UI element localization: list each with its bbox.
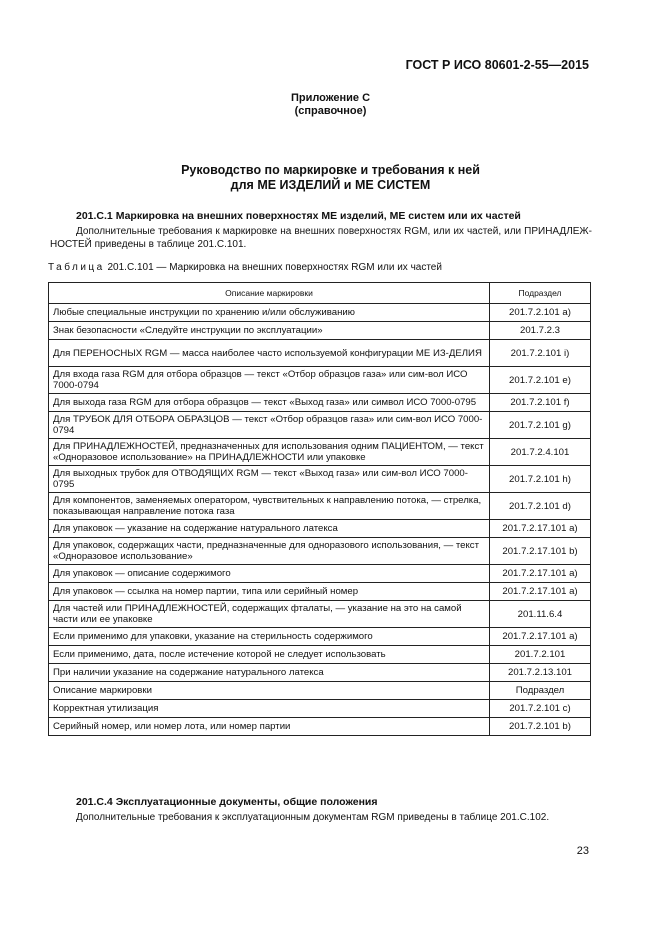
title-line-1: Руководство по маркировке и требования к ней — [181, 163, 480, 177]
table-row — [49, 322, 591, 340]
col-header-subsection: Подраздел — [490, 283, 591, 304]
page-title — [0, 163, 661, 193]
table-header-row — [49, 283, 591, 304]
marking-description: Для упаковок — указание на содержание натурального латекса — [49, 520, 490, 538]
subsection-ref: 201.7.2.101 b) — [490, 718, 591, 736]
subsection-ref: 201.7.2.13.101 — [490, 664, 591, 682]
subsection-ref: 201.7.2.17.101 a) — [490, 583, 591, 601]
subsection-ref: 201.7.2.17.101 a) — [490, 520, 591, 538]
table-row — [49, 583, 591, 601]
marking-description: Корректная утилизация — [49, 700, 490, 718]
table-row — [49, 340, 591, 367]
table-caption-prefix: Таблица — [48, 262, 105, 273]
subsection-ref: 201.7.2.101 i) — [490, 340, 591, 367]
table-row — [49, 493, 591, 520]
marking-description: Для упаковок — описание содержимого — [49, 565, 490, 583]
subsection-ref: 201.7.2.101 h) — [490, 466, 591, 493]
marking-description: Знак безопасности «Следуйте инструкции по эксплуатации» — [49, 322, 490, 340]
table-row — [49, 520, 591, 538]
table-row — [49, 682, 591, 700]
table-row — [49, 718, 591, 736]
marking-description: При наличии указание на содержание натурального латекса — [49, 664, 490, 682]
table-row — [49, 601, 591, 628]
marking-description: Для ПРИНАДЛЕЖНОСТЕЙ, предназначенных для использования одним ПАЦИЕНТОМ, — текст «Одноразовое использование» на ПРИНАДЛЕЖНОСТИ или упаковке — [49, 439, 490, 466]
subsection-ref: 201.11.6.4 — [490, 601, 591, 628]
document-code: ГОСТ Р ИСО 80601-2-55—2015 — [405, 58, 589, 72]
section-text-1: Дополнительные требования к маркировке на внешних поверхностях RGM, или их частей, или ПРИНАДЛЕЖ-НОСТЕЙ приведены в таблице 201.С.101. — [50, 226, 592, 250]
table-row — [49, 646, 591, 664]
table-body — [49, 304, 591, 736]
table-row — [49, 466, 591, 493]
title-line-2: для МЕ ИЗДЕЛИЙ и МЕ СИСТЕМ — [230, 178, 431, 192]
table-row — [49, 439, 591, 466]
table-caption-text: 201.С.101 — Маркировка на внешних поверхностях RGM или их частей — [104, 262, 442, 273]
appendix-label: Приложение С — [290, 92, 371, 104]
marking-description: Если применимо, дата, после истечение которой не следует использовать — [49, 646, 490, 664]
section-text-2: Дополнительные требования к эксплуатационным документам RGM приведены в таблице 201.С.102. — [76, 812, 550, 823]
marking-description: Для частей или ПРИНАДЛЕЖНОСТЕЙ, содержащих фталаты, — указание на это на самой части или ее упаковке — [49, 601, 490, 628]
marking-description: Для ПЕРЕНОСНЫХ RGM — масса наиболее часто используемой конфигурации МЕ ИЗ-ДЕЛИЯ — [49, 340, 490, 367]
marking-description: Для ТРУБОК ДЛЯ ОТБОРА ОБРАЗЦОВ — текст «Отбор образцов газа» или сим-вол ИСО 7000-0794 — [49, 412, 490, 439]
table-row — [49, 394, 591, 412]
subsection-ref: 201.7.2.17.101 a) — [490, 628, 591, 646]
table-row — [49, 412, 591, 439]
subsection-ref: 201.7.2.4.101 — [490, 439, 591, 466]
col-header-description: Описание маркировки — [49, 283, 490, 304]
subsection-ref: 201.7.2.101 f) — [490, 394, 591, 412]
subsection-ref: 201.7.2.3 — [490, 322, 591, 340]
subsection-ref: Подраздел — [490, 682, 591, 700]
subsection-ref: 201.7.2.17.101 b) — [490, 538, 591, 565]
marking-description: Любые специальные инструкции по хранению и/или обслуживанию — [49, 304, 490, 322]
marking-table — [48, 282, 591, 736]
table-row — [49, 664, 591, 682]
marking-description: Для упаковок — ссылка на номер партии, типа или серийный номер — [49, 583, 490, 601]
marking-description: Если применимо для упаковки, указание на стерильность содержимого — [49, 628, 490, 646]
section-heading-2: 201.С.4 Эксплуатационные документы, общие положения — [76, 796, 378, 808]
marking-description: Серийный номер, или номер лота, или номер партии — [49, 718, 490, 736]
page-number: 23 — [576, 845, 589, 857]
section-heading-1: 201.С.1 Маркировка на внешних поверхностях МЕ изделий, МЕ систем или их частей — [76, 210, 521, 222]
subsection-ref: 201.7.2.101 — [490, 646, 591, 664]
marking-description: Для упаковок, содержащих части, предназначенные для одноразового использования, — текст «Одноразовое использование» — [49, 538, 490, 565]
marking-description: Для компонентов, заменяемых оператором, чувствительных к направлению потока, — стрелка, показывающая направление потока газа — [49, 493, 490, 520]
marking-description: Для входа газа RGM для отбора образцов — текст «Отбор образцов газа» или сим-вол ИСО 7000-0794 — [49, 367, 490, 394]
appendix-type: (справочное) — [294, 105, 367, 117]
table-row — [49, 700, 591, 718]
table-caption — [48, 262, 442, 273]
appendix-heading — [0, 92, 661, 118]
subsection-ref: 201.7.2.17.101 a) — [490, 565, 591, 583]
marking-description: Описание маркировки — [49, 682, 490, 700]
table-row — [49, 538, 591, 565]
subsection-ref: 201.7.2.101 c) — [490, 700, 591, 718]
table-row — [49, 565, 591, 583]
subsection-ref: 201.7.2.101 a) — [490, 304, 591, 322]
table-row — [49, 367, 591, 394]
table-row — [49, 628, 591, 646]
subsection-ref: 201.7.2.101 d) — [490, 493, 591, 520]
table-row — [49, 304, 591, 322]
marking-description: Для выходных трубок для ОТВОДЯЩИХ RGM — текст «Выход газа» или сим-вол ИСО 7000-0795 — [49, 466, 490, 493]
subsection-ref: 201.7.2.101 g) — [490, 412, 591, 439]
marking-description: Для выхода газа RGM для отбора образцов — текст «Выход газа» или символ ИСО 7000-0795 — [49, 394, 490, 412]
subsection-ref: 201.7.2.101 e) — [490, 367, 591, 394]
